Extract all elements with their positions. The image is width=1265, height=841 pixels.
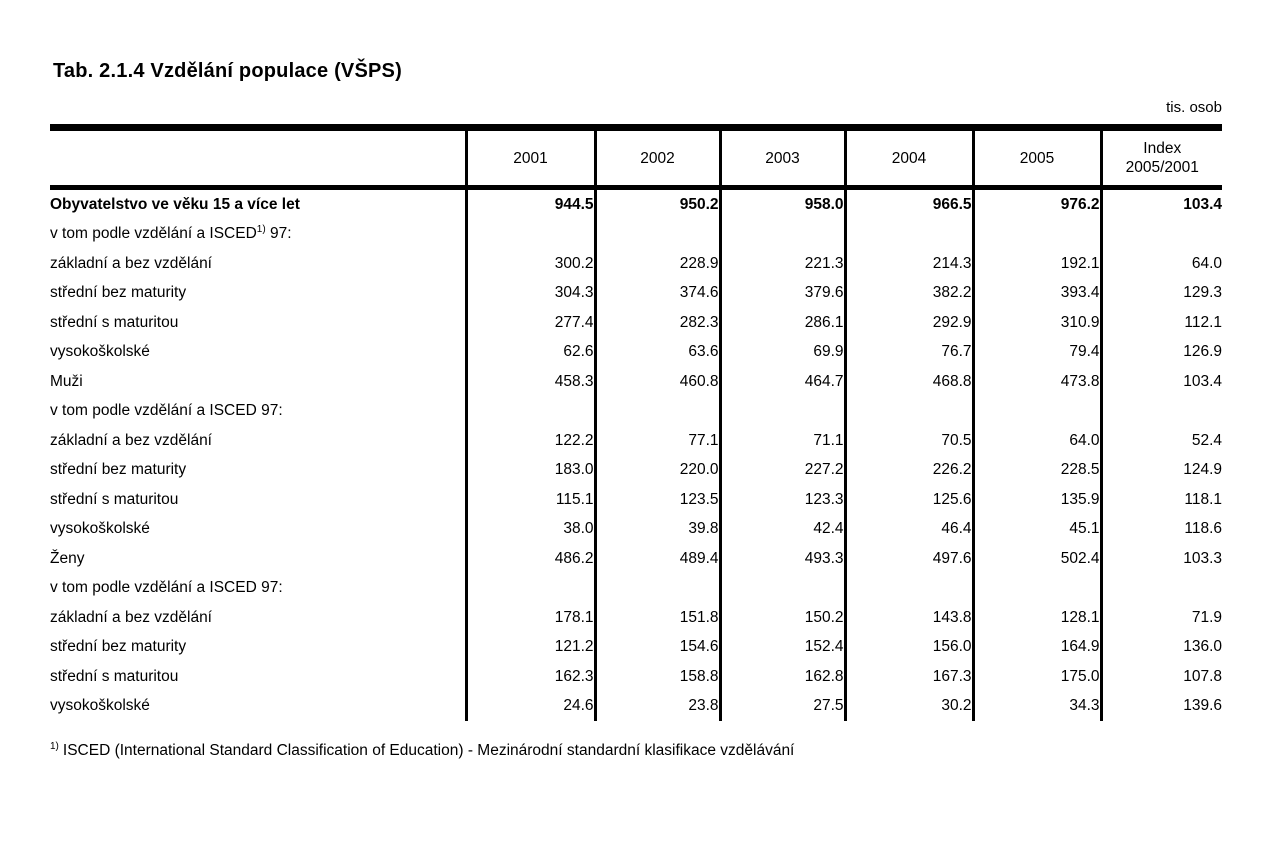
education-table [50,124,1222,721]
year-value-cell [595,220,720,250]
year-value-cell: 966.5 [845,188,973,220]
year-value-cell: 63.6 [595,338,720,368]
header-index [1101,128,1222,188]
index-value-cell: 107.8 [1101,662,1222,692]
year-value-cell: 493.3 [720,544,845,574]
footnote-marker: 1) [50,740,59,752]
header-year-2003: 2003 [720,128,845,188]
unit-note: tis. osob [1166,99,1222,116]
year-value-cell: 221.3 [720,249,845,279]
header-row [50,128,1222,188]
year-value-cell: 62.6 [466,338,595,368]
year-value-cell: 135.9 [973,485,1101,515]
year-value-cell: 175.0 [973,662,1101,692]
table-row [50,574,1222,604]
index-value-cell: 52.4 [1101,426,1222,456]
year-value-cell: 958.0 [720,188,845,220]
index-value-cell: 118.6 [1101,515,1222,545]
year-value-cell [466,397,595,427]
row-label: v tom podle vzdělání a ISCED 97: [50,402,283,420]
table-row [50,279,1222,309]
index-value-cell [1101,397,1222,427]
row-label: Ženy [50,549,85,567]
year-value-cell: 152.4 [720,633,845,663]
year-value-cell: 128.1 [973,603,1101,633]
year-value-cell: 473.8 [973,367,1101,397]
year-value-cell: 304.3 [466,279,595,309]
year-value-cell: 310.9 [973,308,1101,338]
year-value-cell [720,397,845,427]
year-value-cell [973,397,1101,427]
table-row [50,515,1222,545]
index-value-cell: 136.0 [1101,633,1222,663]
footnote-ref: 1) [256,224,266,236]
year-value-cell: 156.0 [845,633,973,663]
table-row [50,456,1222,486]
header-year-2004: 2004 [845,128,973,188]
index-value-cell: 103.4 [1101,188,1222,220]
table-row [50,485,1222,515]
year-value-cell: 69.9 [720,338,845,368]
table-row [50,692,1222,722]
year-value-cell: 178.1 [466,603,595,633]
year-value-cell: 122.2 [466,426,595,456]
year-value-cell: 30.2 [845,692,973,722]
index-value-cell: 129.3 [1101,279,1222,309]
table-row [50,662,1222,692]
year-value-cell: 123.3 [720,485,845,515]
row-label: Muži [50,372,83,390]
row-label: Obyvatelstvo ve věku 15 a více let [50,195,300,213]
year-value-cell: 228.5 [973,456,1101,486]
row-label: základní a bez vzdělání [50,431,212,449]
row-label: v tom podle vzdělání a ISCED$^{1)}$ 97: [50,224,292,243]
year-value-cell: 150.2 [720,603,845,633]
year-value-cell: 46.4 [845,515,973,545]
table-row [50,220,1222,250]
year-value-cell: 502.4 [973,544,1101,574]
index-value-cell [1101,574,1222,604]
year-value-cell: 154.6 [595,633,720,663]
year-value-cell: 282.3 [595,308,720,338]
row-label: střední s maturitou [50,490,179,508]
year-value-cell: 950.2 [595,188,720,220]
header-label-cell [50,128,466,188]
year-value-cell: 183.0 [466,456,595,486]
table-body [50,188,1222,722]
year-value-cell: 115.1 [466,485,595,515]
year-value-cell: 162.3 [466,662,595,692]
table-row [50,188,1222,220]
index-value-cell: 139.6 [1101,692,1222,722]
header-year-2005: 2005 [973,128,1101,188]
table-row [50,426,1222,456]
year-value-cell: 38.0 [466,515,595,545]
year-value-cell: 34.3 [973,692,1101,722]
year-value-cell [466,220,595,250]
row-label: základní a bez vzdělání [50,254,212,272]
table-row [50,633,1222,663]
year-value-cell: 158.8 [595,662,720,692]
year-value-cell: 151.8 [595,603,720,633]
year-value-cell: 458.3 [466,367,595,397]
year-value-cell: 70.5 [845,426,973,456]
row-label: základní a bez vzdělání [50,608,212,626]
row-label: střední s maturitou [50,667,179,685]
page-title: Tab. 2.1.4 Vzdělání populace (VŠPS) [53,60,402,82]
row-label: vysokoškolské [50,697,150,715]
table-row [50,338,1222,368]
year-value-cell: 226.2 [845,456,973,486]
table-row [50,308,1222,338]
year-value-cell: 23.8 [595,692,720,722]
index-value-cell: 103.4 [1101,367,1222,397]
row-label: střední bez maturity [50,461,187,479]
index-value-cell: 118.1 [1101,485,1222,515]
year-value-cell [720,220,845,250]
year-value-cell: 45.1 [973,515,1101,545]
row-label: střední bez maturity [50,638,187,656]
row-label: vysokoškolské [50,343,150,361]
row-label: vysokoškolské [50,520,150,538]
year-value-cell [845,574,973,604]
year-value-cell: 125.6 [845,485,973,515]
year-value-cell: 393.4 [973,279,1101,309]
year-value-cell: 300.2 [466,249,595,279]
year-value-cell: 76.7 [845,338,973,368]
index-value-cell: 103.3 [1101,544,1222,574]
year-value-cell: 71.1 [720,426,845,456]
year-value-cell: 39.8 [595,515,720,545]
year-value-cell: 497.6 [845,544,973,574]
year-value-cell: 79.4 [973,338,1101,368]
table-row [50,249,1222,279]
year-value-cell: 121.2 [466,633,595,663]
year-value-cell: 489.4 [595,544,720,574]
table-row [50,603,1222,633]
year-value-cell: 374.6 [595,279,720,309]
footnote [50,742,794,760]
year-value-cell: 164.9 [973,633,1101,663]
year-value-cell: 379.6 [720,279,845,309]
table-row [50,367,1222,397]
year-value-cell: 24.6 [466,692,595,722]
year-value-cell: 220.0 [595,456,720,486]
row-label: střední s maturitou [50,313,179,331]
row-label: střední bez maturity [50,284,187,302]
index-value-cell: 124.9 [1101,456,1222,486]
header-index-line2: 2005/2001 [1125,159,1199,176]
year-value-cell [845,397,973,427]
year-value-cell [595,397,720,427]
year-value-cell: 460.8 [595,367,720,397]
header-year-2002: 2002 [595,128,720,188]
year-value-cell: 123.5 [595,485,720,515]
index-value-cell: 126.9 [1101,338,1222,368]
index-value-cell [1101,220,1222,250]
year-value-cell: 944.5 [466,188,595,220]
year-value-cell: 143.8 [845,603,973,633]
year-value-cell: 162.8 [720,662,845,692]
year-value-cell: 468.8 [845,367,973,397]
header-index-line1: Index [1143,140,1182,157]
year-value-cell: 292.9 [845,308,973,338]
table-header [50,128,1222,188]
year-value-cell: 286.1 [720,308,845,338]
header-year-2001: 2001 [466,128,595,188]
year-value-cell [595,574,720,604]
year-value-cell: 77.1 [595,426,720,456]
year-value-cell [973,574,1101,604]
table-row [50,397,1222,427]
year-value-cell: 464.7 [720,367,845,397]
year-value-cell: 277.4 [466,308,595,338]
year-value-cell: 167.3 [845,662,973,692]
year-value-cell: 227.2 [720,456,845,486]
year-value-cell: 382.2 [845,279,973,309]
year-value-cell: 192.1 [973,249,1101,279]
year-value-cell: 27.5 [720,692,845,722]
year-value-cell [845,220,973,250]
index-value-cell: 64.0 [1101,249,1222,279]
year-value-cell [720,574,845,604]
index-value-cell: 71.9 [1101,603,1222,633]
year-value-cell: 42.4 [720,515,845,545]
year-value-cell [466,574,595,604]
index-value-cell: 112.1 [1101,308,1222,338]
table-row [50,544,1222,574]
year-value-cell: 214.3 [845,249,973,279]
year-value-cell: 228.9 [595,249,720,279]
year-value-cell: 486.2 [466,544,595,574]
footnote-text: ISCED (International Standard Classification of Education) - Mezinárodní standardní klasifikace vzdělávání [62,742,795,759]
year-value-cell [973,220,1101,250]
year-value-cell: 976.2 [973,188,1101,220]
row-label: v tom podle vzdělání a ISCED 97: [50,579,283,597]
year-value-cell: 64.0 [973,426,1101,456]
